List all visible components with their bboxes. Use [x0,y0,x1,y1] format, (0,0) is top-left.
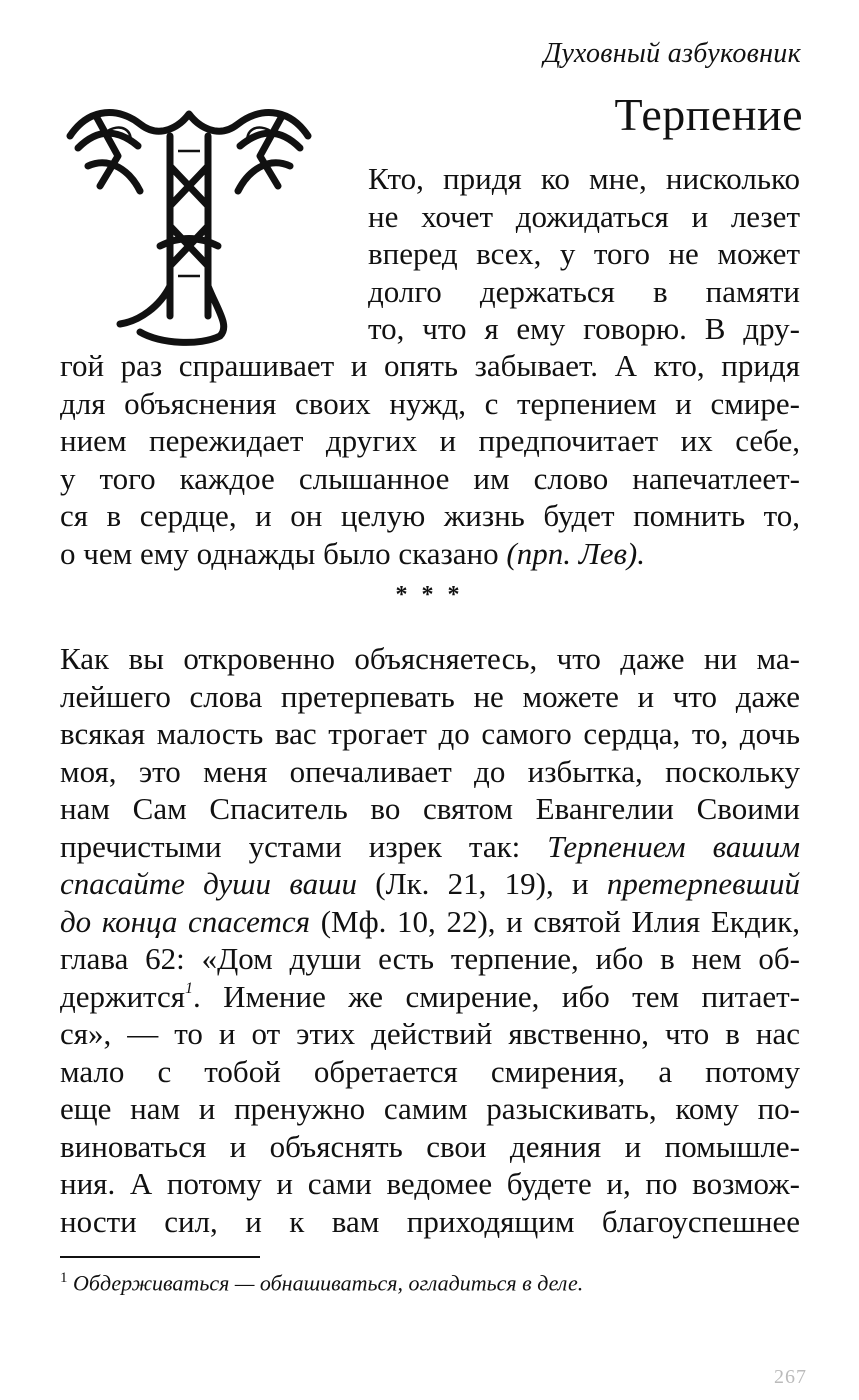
text-line [60,903,800,941]
text-line: еще нам и пренужно самим разыскивать, кому по- [60,1091,800,1126]
text-line: нам Сам Спаситель во святом Евангелии Своими [60,791,800,826]
article-title: Терпение [614,89,803,140]
text-line: вперед всех, у того не может [368,236,800,271]
text-line: виноваться и объяснять свои деяния и помышле- [60,1128,800,1164]
text-line: гой раз спрашивает и опять забывает. А кто, придя [60,348,800,383]
scripture-quote: спасайте души ваши [60,866,357,901]
scripture-quote: Терпением вашим [547,828,801,864]
scripture-quote: до конца спасется [60,903,311,939]
text-line: моя, это меня опечаливает до избытка, поскольку [60,753,800,789]
text-line: долго держаться в памяти [368,273,800,309]
footnote [60,1270,583,1296]
text-line [60,978,800,1016]
text-fragment: держится [60,978,185,1014]
scripture-reference: (Мф. 10, 22), и святой Илия Екдик, [310,903,800,939]
text-fragment: . Имение же смирение, ибо тем питает- [192,978,800,1014]
text-line [60,535,800,573]
footnote-mark: 1 [60,1270,68,1286]
page-number: 267 [774,1366,807,1388]
text-line: Как вы откровенно объясняетесь, что даже ни ма- [60,641,800,676]
text-fragment: пречистыми устами изрек так: [60,828,548,864]
second-paragraph [60,640,800,1240]
footnote-text: Обдерживаться — обнашиваться, огладиться в деле. [73,1270,584,1296]
text-line: мало с тобой обретается смирения, а потому [60,1053,800,1089]
text-line: нием пережидает других и предпочитает их себе, [60,423,800,458]
running-header: Духовный азбуковник [543,38,801,69]
text-line: Кто, придя ко мне, нисколько [368,161,800,196]
text-fragment: о чем ему однажды было сказано [60,535,507,571]
text-line: для объяснения своих нужд, с терпением и смире- [60,385,800,421]
text-line: то, что я ему говорю. В дру- [368,311,800,346]
text-line: у того каждое слышанное им слово напечатлеет- [60,460,800,496]
text-line: ности сил, и к вам приходящим благоуспешнее [60,1203,800,1239]
text-line: глава 62: «Дом души есть терпение, ибо в нем об- [60,941,800,976]
text-line: ся», — то и от этих действий явственно, что в нас [60,1016,800,1051]
ornamental-dropcap-t [60,96,318,346]
footnote-reference[interactable]: 1 [184,979,193,997]
intro-paragraph [368,160,800,348]
text-line: лейшего слова претерпевать не можете и что даже [60,678,800,714]
paragraph-continuation [60,347,800,572]
text-line [60,828,800,866]
scripture-reference: (Лк. 21, 19), и [356,866,607,901]
footnote-divider [60,1256,260,1258]
section-separator: * * * [395,582,464,608]
scripture-quote: претерпевший [606,866,800,901]
text-line: всякая малость вас трогает до самого сердца, то, дочь [60,716,800,751]
text-line [60,865,800,903]
text-line: ся в сердце, и он целую жизнь будет помнить то, [60,498,800,533]
attribution: (прп. Лев). [506,535,645,571]
text-line: не хочет дожидаться и лезет [368,198,800,234]
text-line: ния. А потому и сами ведомее будете и, по возмож- [60,1166,800,1201]
